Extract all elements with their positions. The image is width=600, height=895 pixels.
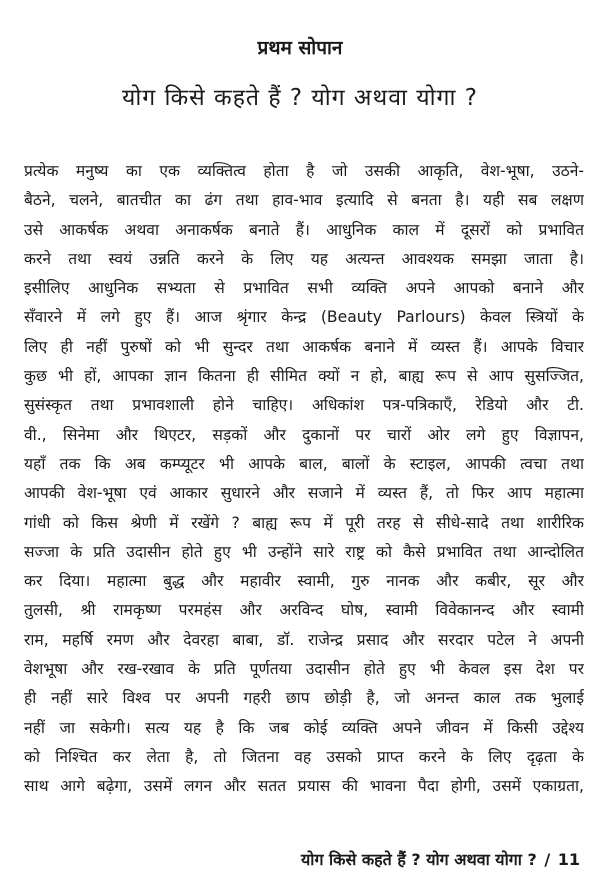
body-line: इसीलिए आधुनिक सभ्यता से प्रभावित सभी व्यक्ति अपने आपको बनाने और [24, 279, 584, 298]
body-line: सँवारने में लगे हुए हैं। आज श्रृंगार केन्द्र (Beauty Parlours) केवल स्त्रियों के [24, 308, 584, 327]
body-line: वेशभूषा और रख-रखाव के प्रति पूर्णतया उदासीन होते हुए भी केवल इस देश पर [24, 660, 584, 679]
body-paragraph [24, 157, 584, 802]
footer-separator: / [544, 850, 551, 869]
body-line: करने तथा स्वयं उन्नति करने के लिए यह अत्यन्त आवश्यक समझा जाता है। [24, 249, 584, 268]
body-line: प्रत्येक मनुष्य का एक व्यक्तित्व होता है जो उसकी आकृति, वेश-भूषा, उठने- [24, 162, 584, 180]
chapter-title: योग किसे कहते हैं ? योग अथवा योगा ? [122, 85, 478, 111]
body-line: राम, महर्षि रमण और देवरहा बाबा, डॉ. राजेन्द्र प्रसाद और सरदार पटेल ने अपनी [24, 630, 584, 649]
body-line: सज्जा के प्रति उदासीन होते हुए भी उन्होंने सारे राष्ट्र को कैसे प्रभावित तथा आन्दोलित [24, 542, 584, 561]
body-line: तुलसी, श्री रामकृष्ण परमहंस और अरविन्द घोष, स्वामी विवेकानन्द और स्वामी [24, 601, 584, 620]
body-line: को निश्चित कर लेता है, तो जितना वह उसको प्राप्त करने के लिए दृढ़ता के [24, 747, 584, 766]
body-line: उसे आकर्षक अथवा अनाकर्षक बनाते हैं। आधुनिक काल में दूसरों को प्रभावित [24, 220, 584, 239]
body-line: लिए ही नहीं पुरुषों को भी सुन्दर तथा आकर्षक बनाने में व्यस्त हैं। आपके विचार [24, 337, 584, 356]
body-line: गांधी को किस श्रेणी में रखेंगे ? बाह्य रूप में पूरी तरह से सीधे-सादे तथा शारीरिक [24, 513, 584, 532]
body-line: बैठने, चलने, बातचीत का ढंग तथा हाव-भाव इत्यादि से बनता है। यही सब लक्षण [24, 191, 584, 210]
running-title: योग किसे कहते हैं ? योग अथवा योगा ? [301, 850, 537, 869]
body-line: वी., सिनेमा और थिएटर, सड़कों और दुकानों पर चारों ओर लगे हुए विज्ञापन, [24, 425, 584, 444]
body-line: कर दिया। महात्मा बुद्ध और महावीर स्वामी, गुरु नानक और कबीर, सूर और [24, 572, 584, 591]
page-number: 11 [557, 850, 580, 869]
body-line: सुसंस्कृत तथा प्रभावशाली होने चाहिए। अधिकांश पत्र-पत्रिकाएँ, रेडियो और टी. [24, 396, 584, 415]
section-label: प्रथम सोपान [257, 37, 343, 59]
body-line: आपकी वेश-भूषा एवं आकार सुधारने और सजाने में व्यस्त हैं, तो फिर आप महात्मा [24, 484, 584, 503]
body-line: साथ आगे बढ़ेगा, उसमें लगन और सतत प्रयास की भावना पैदा होगी, उसमें एकाग्रता, [24, 777, 584, 796]
body-line: यहाँ तक कि अब कम्प्यूटर भी आपके बाल, बालों के स्टाइल, आपकी त्वचा तथा [24, 454, 584, 473]
body-line: ही नहीं सारे विश्व पर अपनी गहरी छाप छोड़ी है, जो अनन्त काल तक भुलाई [24, 689, 584, 708]
body-line: कुछ भी हों, आपका ज्ञान कितना ही सीमित क्यों न हो, बाह्य रूप से आप सुसज्जित, [24, 367, 584, 386]
page-footer [301, 848, 580, 870]
body-line: नहीं जा सकेगी। सत्य यह है कि जब कोई व्यक्ति अपने जीवन में किसी उद्देश्य [24, 718, 584, 737]
